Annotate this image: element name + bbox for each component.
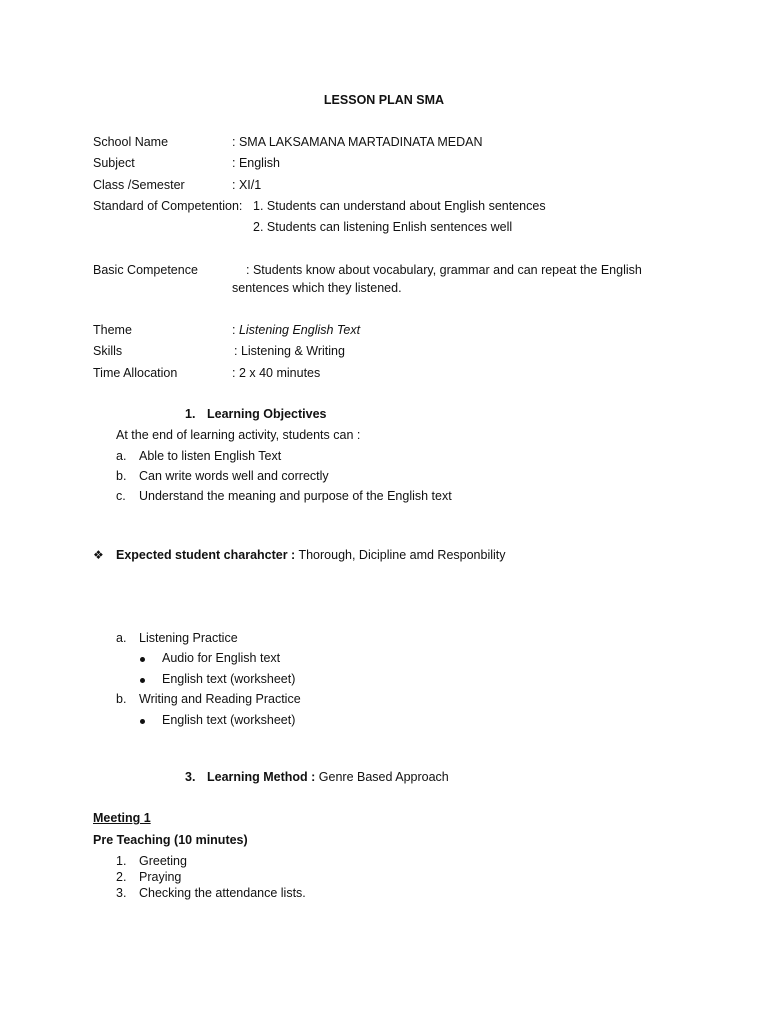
school-name-value: : SMA LAKSAMANA MARTADINATA MEDAN — [232, 135, 483, 149]
character-line — [116, 547, 506, 563]
theme-label: Theme — [93, 323, 132, 337]
subject-label: Subject — [93, 156, 135, 170]
material-bullet: English text (worksheet) — [162, 672, 296, 686]
pre-teaching-heading: Pre Teaching (10 minutes) — [93, 833, 248, 847]
material-bullet: English text (worksheet) — [162, 713, 296, 727]
time-allocation-label: Time Allocation — [93, 366, 178, 380]
objective-marker: b. — [116, 469, 127, 483]
material-item: Writing and Reading Practice — [139, 692, 301, 706]
objectives-number: 1. — [185, 407, 196, 421]
bullet-dot-icon — [140, 671, 145, 687]
objective-item: Can write words well and correctly — [139, 469, 329, 483]
document-title: LESSON PLAN SMA — [323, 93, 445, 107]
theme-colon: : — [232, 323, 239, 337]
method-number: 3. — [185, 770, 196, 784]
basic-competence-value-1: : Students know about vocabulary, grammar and can repeat the English — [246, 263, 642, 277]
character-value: Thorough, Dicipline amd Responbility — [295, 548, 506, 562]
step-item: Greeting — [139, 854, 187, 868]
objective-item: Understand the meaning and purpose of the English text — [139, 489, 452, 503]
method-line — [207, 769, 449, 785]
theme-value-line — [232, 322, 360, 338]
objective-item: Able to listen English Text — [139, 449, 282, 463]
bullet-dot-icon — [140, 712, 145, 728]
material-marker: b. — [116, 692, 127, 706]
material-item: Listening Practice — [139, 631, 238, 645]
method-value: Genre Based Approach — [315, 770, 449, 784]
meeting-heading: Meeting 1 — [93, 811, 151, 825]
standard-competence-value-1: 1. Students can understand about English sentences — [253, 199, 546, 213]
time-allocation-value: : 2 x 40 minutes — [232, 366, 321, 380]
step-item: Checking the attendance lists. — [139, 886, 306, 900]
step-item: Praying — [139, 870, 182, 884]
standard-competence-value-2: 2. Students can listening Enlish sentences well — [253, 220, 513, 234]
step-marker: 1. — [116, 854, 127, 868]
theme-value: Listening English Text — [238, 323, 361, 337]
subject-value: : English — [232, 156, 280, 170]
skills-value: : Listening & Writing — [234, 344, 345, 358]
objectives-intro: At the end of learning activity, students can : — [116, 428, 361, 442]
school-name-label: School Name — [93, 135, 169, 149]
class-semester-label: Class /Semester — [93, 178, 185, 192]
diamond-bullet-icon: ❖ — [93, 548, 104, 562]
basic-competence-value-2: sentences which they listened. — [232, 281, 402, 295]
objective-marker: a. — [116, 449, 127, 463]
standard-competence-label: Standard of Competention: — [93, 199, 243, 213]
step-marker: 3. — [116, 886, 127, 900]
method-label: Learning Method : — [207, 770, 316, 784]
objective-marker: c. — [116, 489, 126, 503]
bullet-dot-icon — [140, 650, 145, 666]
character-label: Expected student charahcter : — [116, 548, 296, 562]
material-marker: a. — [116, 631, 127, 645]
material-bullet: Audio for English text — [162, 651, 281, 665]
class-semester-value: : XI/1 — [232, 178, 262, 192]
step-marker: 2. — [116, 870, 127, 884]
basic-competence-label: Basic Competence — [93, 263, 198, 277]
skills-label: Skills — [93, 344, 123, 358]
objectives-heading: Learning Objectives — [207, 407, 327, 421]
